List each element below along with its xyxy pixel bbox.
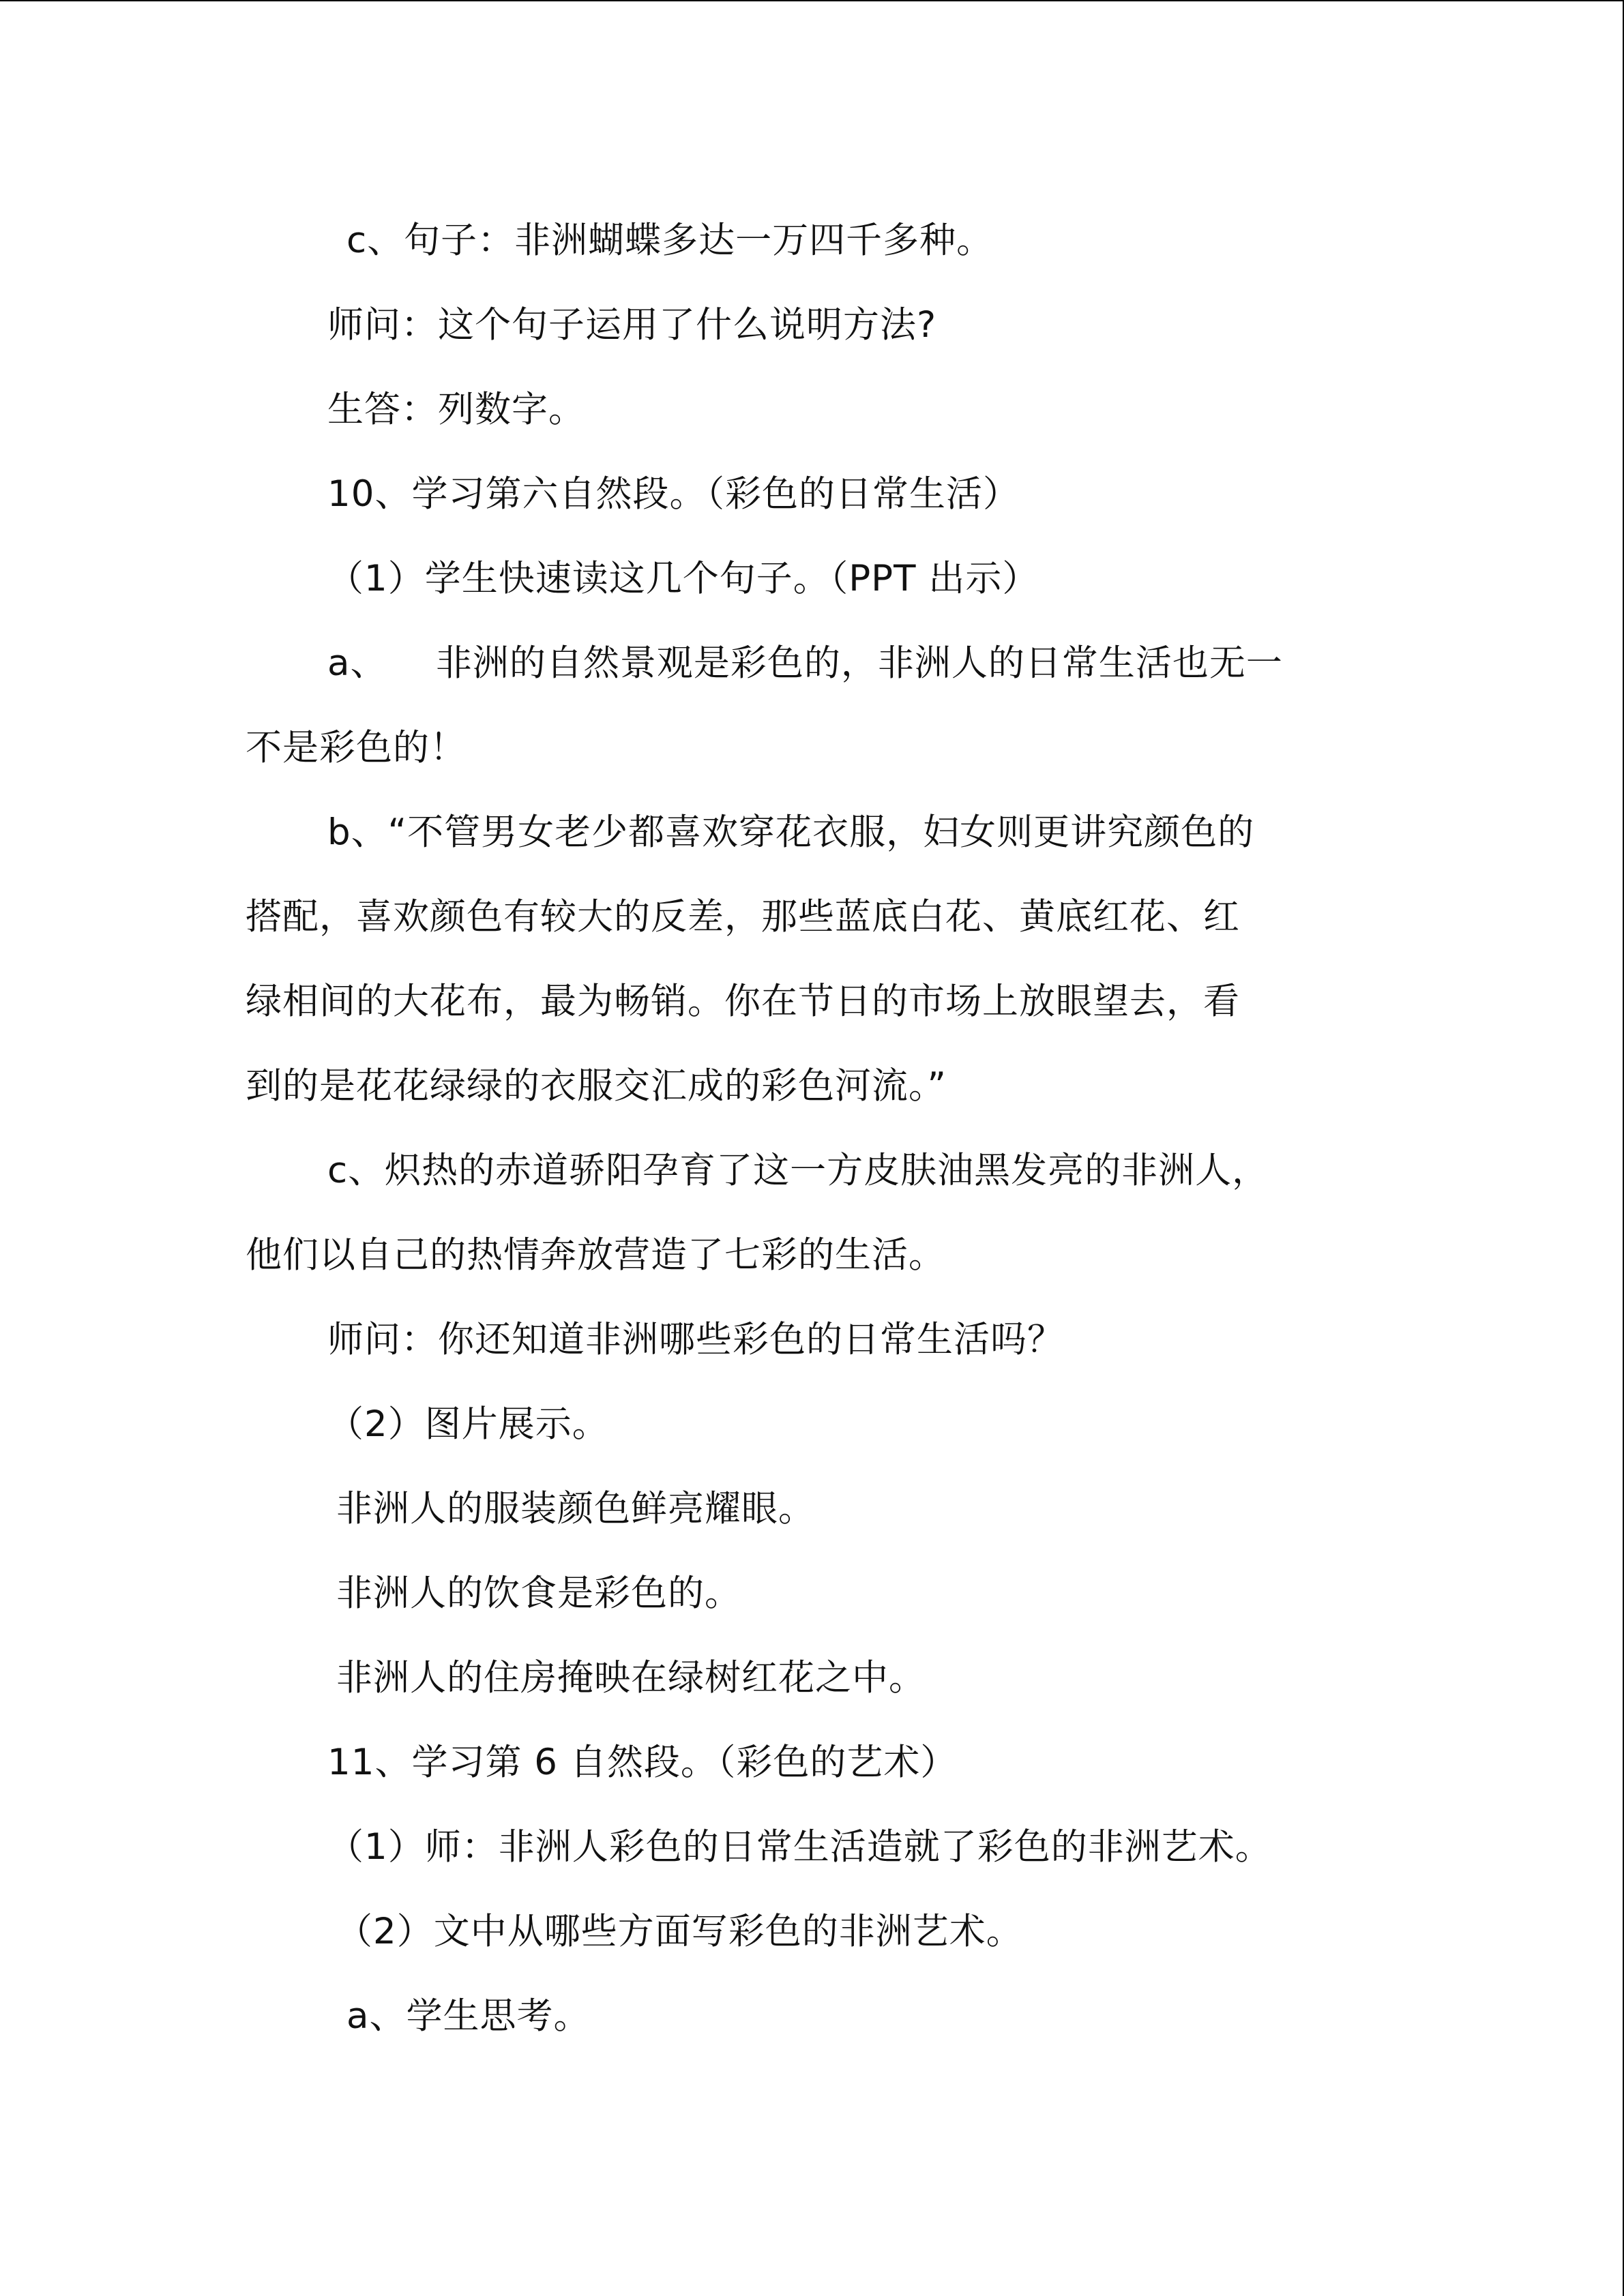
paragraph-line: 不是彩色的！ [246,727,467,769]
paragraph-line: （2）图片展示。 [327,1403,609,1445]
paragraph-line: 绿相间的大花布，最为畅销。你在节日的市场上放眼望去，看 [246,981,1240,1022]
paragraph-line: 搭配，喜欢颜色有较大的反差，那些蓝底白花、黄底红花、红 [246,896,1240,938]
paragraph-line: 师问：你还知道非洲哪些彩色的日常生活吗？ [327,1319,1064,1360]
paragraph-line: c、句子：非洲蝴蝶多达一万四千多种。 [346,220,994,261]
paragraph-line: （2）文中从哪些方面写彩色的非洲艺术。 [336,1911,1023,1952]
paragraph-line: 生答：列数字。 [327,389,585,430]
paragraph-line: 非洲人的服装颜色鲜亮耀眼。 [336,1488,815,1530]
paragraph-line: 非洲人的饮食是彩色的。 [336,1572,741,1614]
paragraph-line: b、“不管男女老少都喜欢穿花衣服，妇女则更讲究颜色的 [327,811,1255,853]
paragraph-line: 师问：这个句子运用了什么说明方法? [327,304,937,346]
paragraph-line: a、学生思考。 [346,1995,591,2037]
paragraph-line: 非洲人的住房掩映在绿树红花之中。 [336,1657,926,1699]
paragraph-line: （1）师：非洲人彩色的日常生活造就了彩色的非洲艺术。 [327,1826,1272,1868]
paragraph-line: 10、学习第六自然段。（彩色的日常生活） [327,473,1020,515]
paragraph-line: 11、学习第 6 自然段。（彩色的艺术） [327,1742,958,1783]
paragraph-line: c、炽热的赤道骄阳孕育了这一方皮肤油黑发亮的非洲人， [327,1150,1269,1191]
paragraph-line: a、 非洲的自然景观是彩色的，非洲人的日常生活也无一 [327,642,1283,684]
paragraph-line: 到的是花花绿绿的衣服交汇成的彩色河流。” [246,1065,947,1107]
paragraph-line: 他们以自己的热情奔放营造了七彩的生活。 [246,1234,945,1276]
paragraph-line: （1）学生快速读这几个句子。（PPT 出示） [327,558,1039,599]
